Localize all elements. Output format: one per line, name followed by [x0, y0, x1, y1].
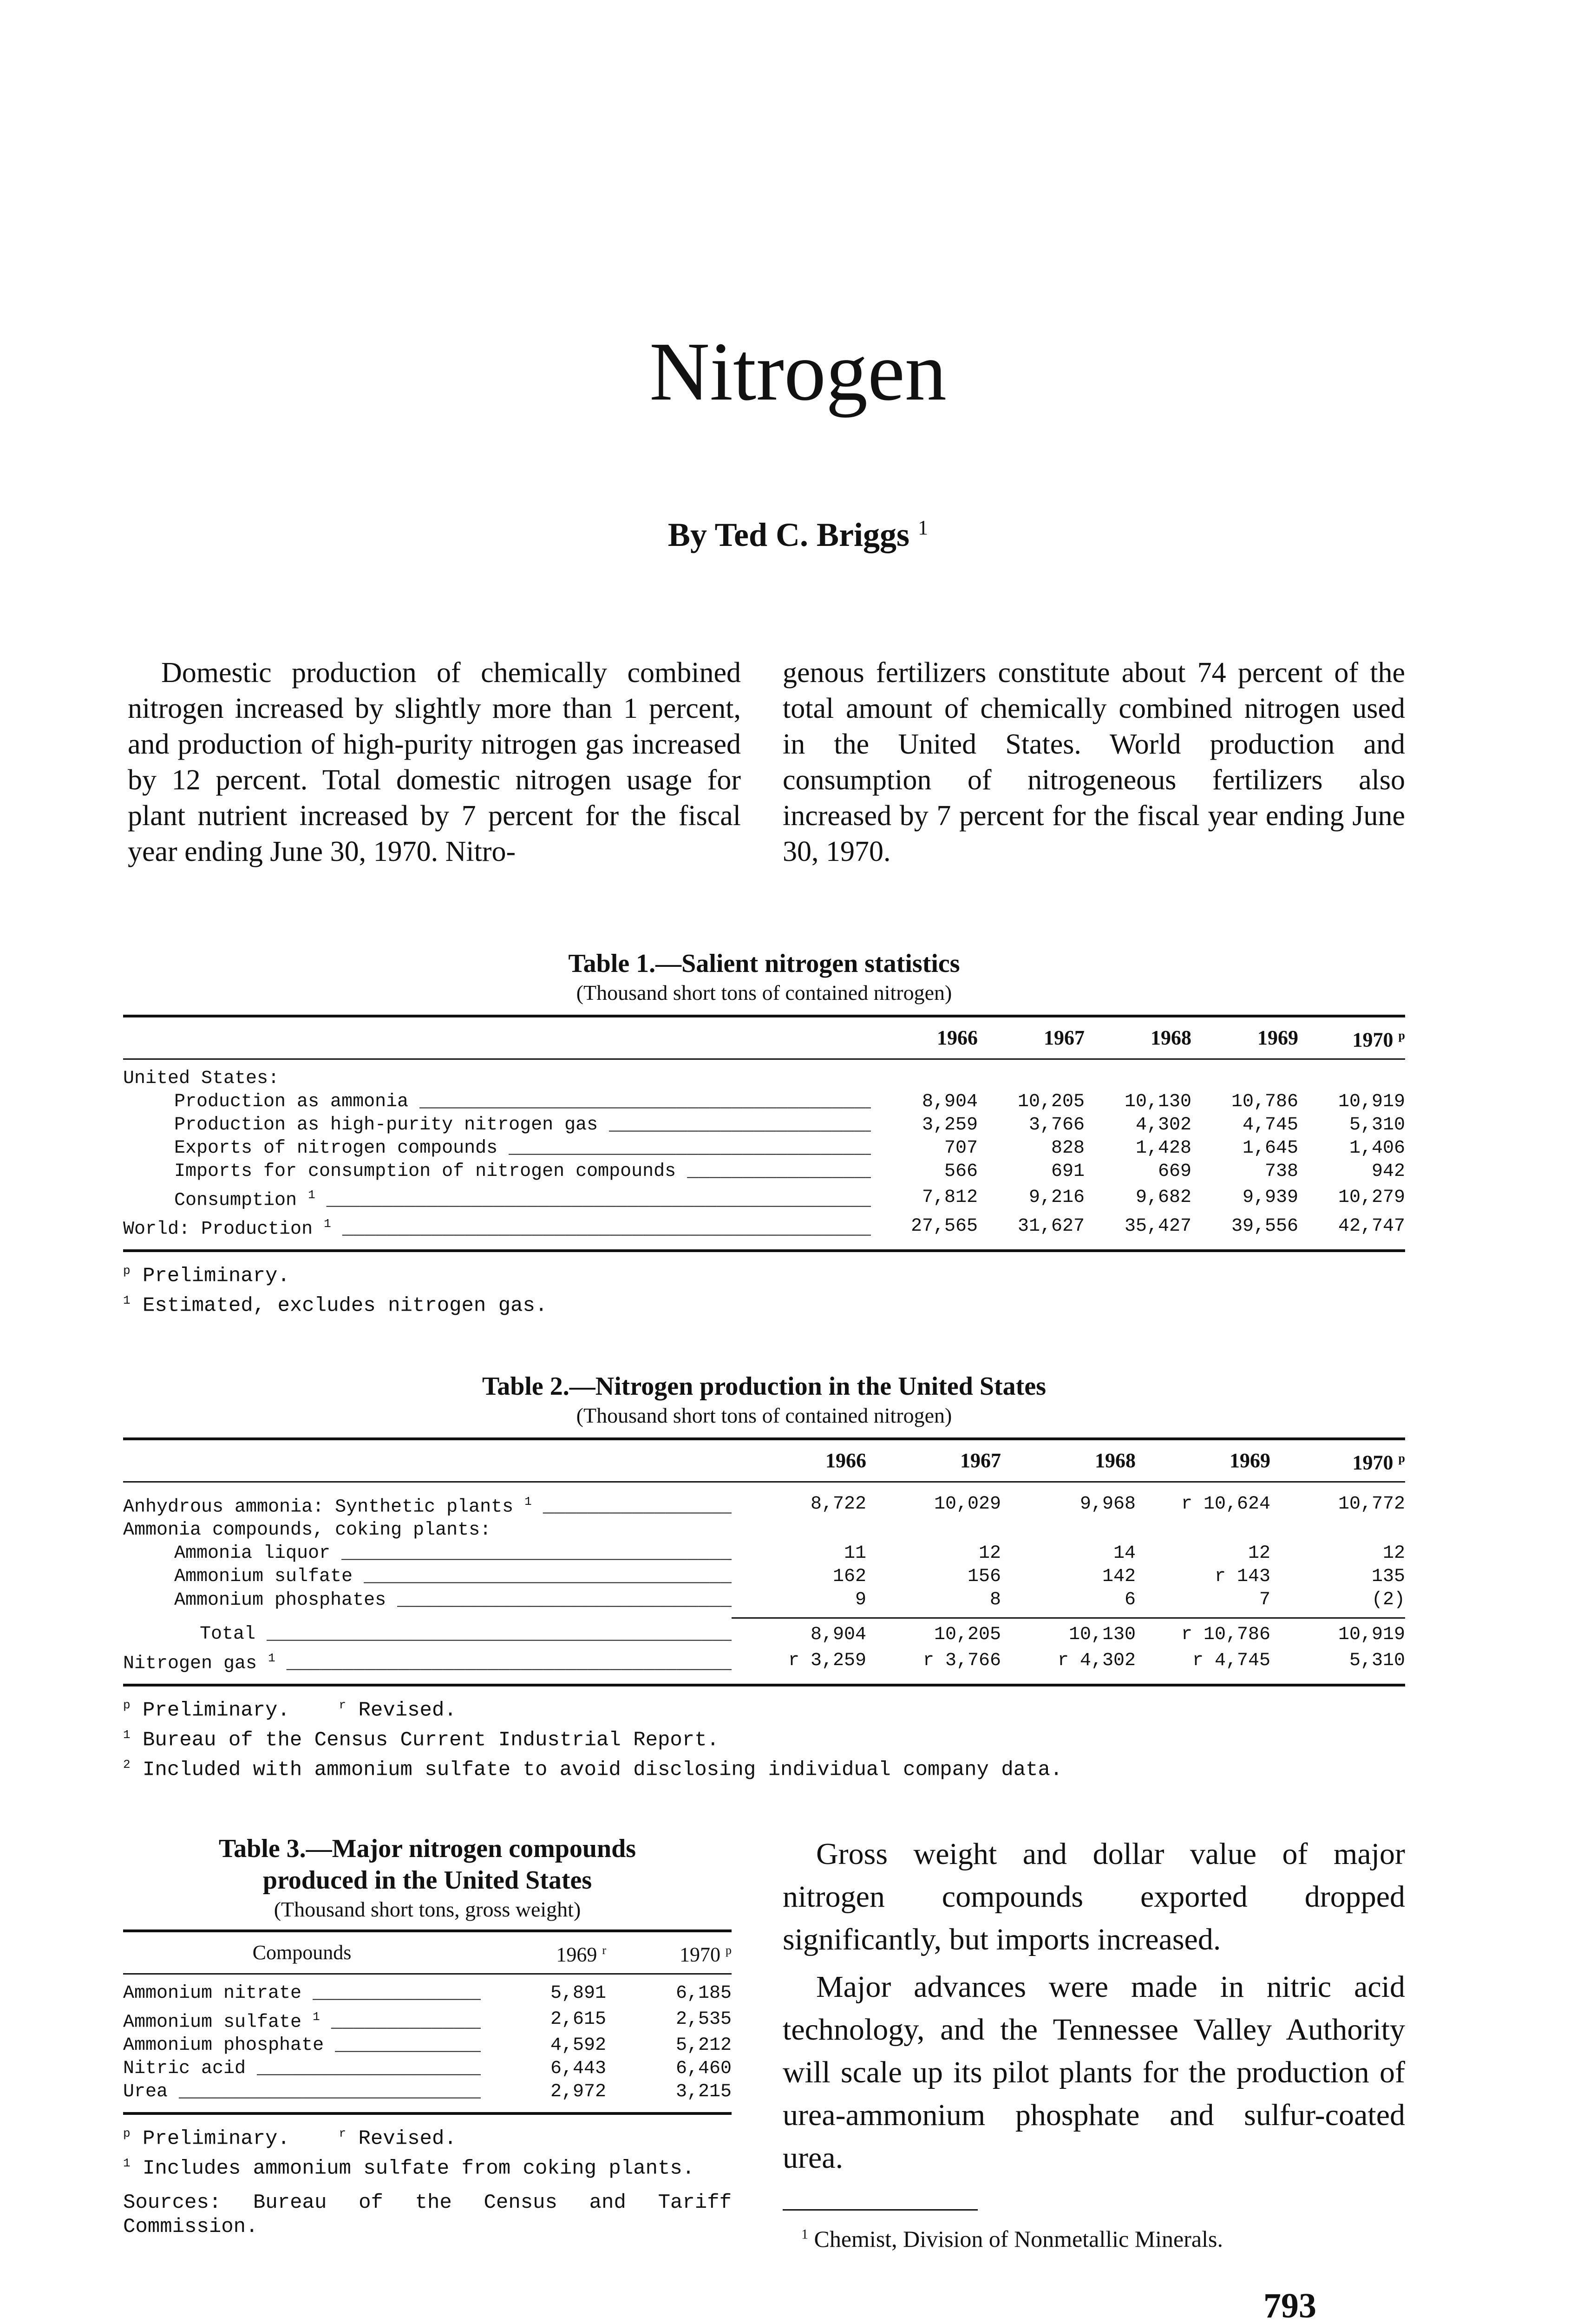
table-row: Ammonia liquor _____ 11 12 14 12 12	[123, 1542, 1405, 1565]
table-1-col-1969: 1969	[1257, 1026, 1298, 1049]
table-2-title: Table 2.—Nitrogen production in the United States	[482, 1372, 1046, 1401]
byline-footnote-mark: 1	[918, 516, 929, 539]
intro-paragraph-left: Domestic production of chemically combined nitrogen increased by slightly more than 1 percent, and production of high-purity nitrogen gas increased by 12 percent. Total domestic nitrogen usage for plant nutrient increased by 7 percent for the fiscal year ending June 30, 1970. Nitro-	[128, 657, 741, 867]
table-row: Ammonium sulfate _____ 162 156 142 r 143 135	[123, 1565, 1405, 1588]
table-row: Nitric acid _____ 6,443 6,460	[123, 2057, 732, 2080]
page-title: Nitrogen	[649, 325, 947, 418]
table-row: World: Production $^1$ _____ 27,565 31,627 35,427 39,556 42,747	[123, 1212, 1405, 1251]
table-row: Imports for consumption of nitrogen compounds _____ 566 691 669 738 942	[123, 1160, 1405, 1183]
byline	[0, 516, 1596, 554]
table-2-footnotes: $^p$ Preliminary. $^r$ Revised. $^1$ Bureau of the Census Current Industrial Report. $^2$ Included with ammonium sulfate to avoid disclosing individual company data.	[123, 1698, 1063, 1782]
table-1-footnotes: $^p$ Preliminary. $^1$ Estimated, excludes nitrogen gas.	[123, 1264, 548, 1318]
table-row-total: Total _____ 8,904 10,205 10,130 r 10,786 10,919	[123, 1618, 1405, 1647]
paragraph-advances: Major advances were made in nitric acid technology, and the Tennessee Valley Authority will scale up its pilot plants for the production of urea-ammonium phosphate and sulfur-coated urea.	[783, 1970, 1405, 2175]
paragraph-exports: Gross weight and dollar value of major nitrogen compounds exported dropped significantly, but imports increased.	[783, 1837, 1405, 1956]
table-3-footnotes: $^p$ Preliminary. $^r$ Revised. $^1$ Includes ammonium sulfate from coking plants. Sources: Bureau of the Census and Tariff Commission.	[123, 2126, 732, 2239]
table-3	[123, 1833, 732, 2239]
table-2-subtitle: (Thousand short tons of contained nitrogen)	[576, 1404, 952, 1427]
table-3-col-1969: 1969 $^r$	[556, 1943, 606, 1966]
table-row: Nitrogen gas $^1$ _____ r 3,259 r 3,766 r 4,302 r 4,745 5,310	[123, 1647, 1405, 1685]
table-1-grid	[123, 1015, 1405, 1252]
table-2-col-1968: 1968	[1095, 1449, 1136, 1472]
table-3-grid	[123, 1929, 732, 2115]
table-2-col-1967: 1967	[960, 1449, 1001, 1472]
table-1-subtitle: (Thousand short tons of contained nitrogen)	[576, 981, 952, 1004]
table-2-col-1970: 1970 $^p$	[1352, 1451, 1405, 1474]
table-row: Production as high-purity nitrogen gas _____ 3,259 3,766 4,302 4,745 5,310	[123, 1114, 1405, 1137]
table-2-col-1966: 1966	[825, 1449, 866, 1472]
table-3-title-line1: Table 3.—Major nitrogen compounds	[218, 1834, 636, 1863]
table-3-col-compounds: Compounds	[252, 1941, 352, 1964]
table-1-col-1966: 1966	[937, 1026, 978, 1049]
table-1-title: Table 1.—Salient nitrogen statistics	[568, 949, 960, 978]
table-1-col-1967: 1967	[1044, 1026, 1085, 1049]
table-1-group-label: United States:	[123, 1068, 280, 1089]
author-footnote: $^1$ Chemist, Division of Nonmetallic Minerals.	[801, 2226, 1223, 2252]
table-row: Ammonium phosphates _____ 9 8 6 7 (2)	[123, 1588, 1405, 1618]
table-row: Exports of nitrogen compounds _____ 707 828 1,428 1,645 1,406	[123, 1137, 1405, 1160]
table-3-sources: Sources: Bureau of the Census and Tariff Commission.	[123, 2191, 732, 2239]
table-row: Anhydrous ammonia: Synthetic plants $^1$ _____ 8,722 10,029 9,968 r 10,624 10,772	[123, 1482, 1405, 1519]
table-2	[123, 1371, 1405, 1782]
table-1	[123, 948, 1405, 1318]
table-1-col-1970: 1970 $^p$	[1352, 1028, 1405, 1051]
author-name: By Ted C. Briggs	[667, 516, 910, 553]
table-row: Consumption $^1$ _____ 7,812 9,216 9,682 9,939 10,279	[123, 1183, 1405, 1212]
right-column-text	[783, 1833, 1405, 2184]
table-row: Ammonium sulfate $^1$ _____ 2,615 2,535	[123, 2005, 732, 2034]
intro-paragraph-right: genous fertilizers constitute about 74 percent of the total amount of chemically combined nitrogen used in the United States. World production and consumption of nitrogeneous fertilizers also increased by 7 percent for the fiscal year ending June 30, 1970.	[783, 657, 1405, 867]
table-row: Ammonium phosphate _____ 4,592 5,212	[123, 2034, 732, 2057]
table-2-grid	[123, 1437, 1405, 1686]
footnote-divider	[783, 2209, 978, 2211]
table-1-col-1968: 1968	[1151, 1026, 1191, 1049]
table-3-subtitle: (Thousand short tons, gross weight)	[274, 1897, 581, 1921]
table-3-col-1970: 1970 $^p$	[680, 1943, 732, 1966]
page-number: 793	[1263, 2286, 1316, 2323]
table-3-title-line2: produced in the United States	[262, 1866, 592, 1895]
table-row: Production as ammonia _____ 8,904 10,205 10,130 10,786 10,919	[123, 1090, 1405, 1114]
table-2-group-label: Ammonia compounds, coking plants:	[123, 1519, 491, 1541]
table-row: Urea _____ 2,972 3,215	[123, 2080, 732, 2113]
table-row: Ammonium nitrate _____ 5,891 6,185	[123, 1974, 732, 2005]
table-2-col-1969: 1969	[1230, 1449, 1270, 1472]
